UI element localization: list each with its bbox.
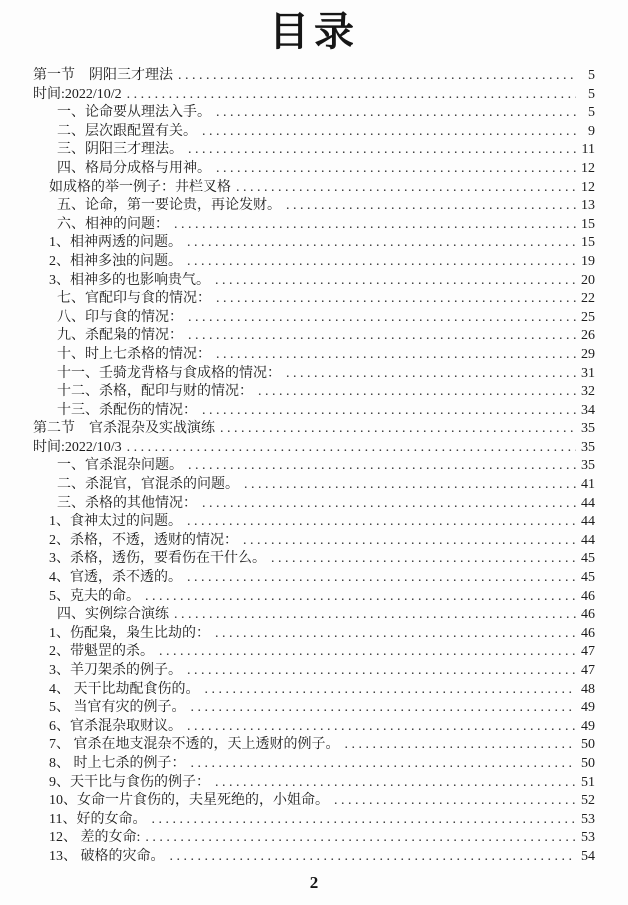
toc-entry-page-number: 34 <box>581 402 595 418</box>
toc-entry-label: 三、杀格的其他情况： <box>57 495 197 511</box>
toc-entry <box>33 231 595 250</box>
toc-entry-label: 九、杀配枭的情况： <box>57 328 183 344</box>
toc-entry-page-number: 11 <box>581 142 595 158</box>
toc-entry-label: 一、官杀混杂问题。 <box>57 458 183 474</box>
toc-entry-label: 十、时上七杀格的情况： <box>57 346 211 362</box>
toc-entry-page-number: 5 <box>588 105 595 121</box>
toc-entry <box>33 343 595 362</box>
dot-leader <box>188 328 576 344</box>
toc-entry-label: 9、天干比与食伤的例子： <box>49 774 210 790</box>
toc-entry-label: 二、杀混官，官混杀的问题。 <box>57 477 239 493</box>
toc-entry-page-number: 48 <box>581 681 595 697</box>
dot-leader <box>216 105 576 121</box>
toc-entry-page-number: 22 <box>581 291 595 307</box>
toc-entry-page-number: 5 <box>588 68 595 83</box>
toc-entry <box>33 120 595 139</box>
toc-entry-label: 7、 官杀在地支混杂不透的，天上透财的例子。 <box>49 737 340 753</box>
toc-entry-page-number: 25 <box>581 309 595 325</box>
toc-entry <box>33 269 595 288</box>
toc-entry <box>33 362 595 381</box>
toc-entry-page-number: 50 <box>581 737 595 753</box>
dot-leader <box>159 644 576 660</box>
toc-entry-label: 1、食神太过的问题。 <box>49 514 182 530</box>
dot-leader <box>271 551 576 567</box>
toc-entry <box>33 436 595 455</box>
toc-entry-label: 6、官杀混杂取财议。 <box>49 718 182 734</box>
toc-entry-page-number: 44 <box>581 514 595 530</box>
toc-entry-page-number: 53 <box>581 830 595 846</box>
toc-entry <box>33 138 595 157</box>
toc-entry <box>33 194 595 213</box>
toc-entry-label: 十二、杀格，配印与财的情况： <box>57 384 253 400</box>
toc-entry <box>33 64 595 83</box>
dot-leader <box>187 514 576 530</box>
toc-entry <box>33 324 595 343</box>
toc-entry-page-number: 53 <box>581 811 595 827</box>
dot-leader <box>188 458 576 474</box>
toc-entry <box>33 733 595 752</box>
toc-entry-page-number: 20 <box>581 272 595 288</box>
dot-leader <box>187 235 576 251</box>
dot-leader <box>178 68 576 84</box>
toc-entry <box>33 808 595 827</box>
toc-entry <box>33 473 595 492</box>
dot-leader <box>187 570 576 586</box>
toc-entry-label: 十一、壬骑龙背格与食成格的情况： <box>57 365 281 381</box>
toc-entry-label: 时间:2022/10/3 <box>33 439 122 455</box>
toc-entry-label: 五、论命，第一要论贵，再论发财。 <box>57 198 281 214</box>
toc-entry-page-number: 44 <box>581 532 595 548</box>
toc-entry-page-number: 47 <box>581 644 595 660</box>
dot-leader <box>151 812 576 828</box>
toc-entry <box>33 771 595 790</box>
toc-entry <box>33 547 595 566</box>
toc-entry <box>33 752 595 771</box>
dot-leader <box>188 310 576 326</box>
toc-entry <box>33 640 595 659</box>
toc-entry-label: 四、实例综合演练 <box>57 607 169 623</box>
footer-page-number: 2 <box>309 873 319 892</box>
toc-entry-label: 2、相神多浊的问题。 <box>49 253 182 269</box>
dot-leader <box>286 366 576 382</box>
toc-entry-page-number: 15 <box>581 235 595 251</box>
toc-entry <box>33 678 595 697</box>
toc-entry-label: 11、好的女命。 <box>49 811 147 827</box>
toc-entry-page-number: 44 <box>581 495 595 511</box>
dot-leader <box>243 533 576 549</box>
toc-entry <box>33 454 595 473</box>
toc-entry-label: 10、女命一片食伤的，夫星死绝的，小姐命。 <box>49 793 329 809</box>
toc-entry-page-number: 46 <box>581 625 595 641</box>
toc-entry-label: 5、 当官有灾的例子。 <box>49 700 186 716</box>
toc-entry-label: 1、相神两透的问题。 <box>49 235 182 251</box>
toc-entry-label: 八、印与食的情况： <box>57 309 183 325</box>
dot-leader <box>345 737 577 753</box>
toc-entry-page-number: 47 <box>581 663 595 678</box>
toc-entry <box>33 306 595 325</box>
dot-leader <box>334 793 576 809</box>
toc-entry-label: 4、官透，杀不透的。 <box>49 570 182 586</box>
toc-entry-page-number: 12 <box>581 160 595 176</box>
dot-leader <box>215 775 576 791</box>
toc-entry-label: 13、 破格的灾命。 <box>49 848 165 864</box>
dot-leader <box>205 682 577 698</box>
toc-entry-page-number: 35 <box>581 439 595 455</box>
toc-entry-page-number: 29 <box>581 346 595 362</box>
toc-entry <box>33 157 595 176</box>
toc-entry-page-number: 49 <box>581 700 595 716</box>
toc-entry <box>33 101 595 120</box>
toc-entry-page-number: 12 <box>581 179 595 195</box>
toc-entry-label: 三、阴阳三才理法。 <box>57 142 183 158</box>
toc-list <box>33 64 595 864</box>
toc-entry-page-number: 49 <box>581 718 595 734</box>
dot-leader <box>127 440 576 456</box>
toc-entry <box>33 213 595 232</box>
toc-entry-page-number: 54 <box>581 848 595 864</box>
toc-entry <box>33 417 595 436</box>
dot-leader <box>258 384 576 400</box>
toc-entry-label: 六、相神的问题： <box>57 216 169 232</box>
dot-leader <box>236 180 576 196</box>
dot-leader <box>216 291 576 307</box>
page-title: 目录 <box>269 9 359 54</box>
toc-entry <box>33 176 595 195</box>
toc-entry-page-number: 50 <box>581 755 595 771</box>
toc-entry-label: 第一节 阴阳三才理法 <box>33 68 173 83</box>
toc-entry-label: 十三、杀配伤的情况： <box>57 402 197 418</box>
toc-entry-label: 时间:2022/10/2 <box>33 86 122 102</box>
dot-leader <box>202 124 576 140</box>
toc-entry-page-number: 9 <box>588 123 595 139</box>
toc-entry-label: 四、格局分成格与用神。 <box>57 160 211 176</box>
toc-entry-label: 4、 天干比劫配食伤的。 <box>49 681 200 697</box>
dot-leader <box>202 496 576 512</box>
toc-entry-label: 如成格的举一例子：井栏叉格 <box>49 179 231 195</box>
dot-leader <box>170 849 577 865</box>
toc-entry-page-number: 35 <box>581 421 595 437</box>
dot-leader <box>174 217 576 233</box>
toc-entry-page-number: 35 <box>581 458 595 474</box>
dot-leader <box>202 403 576 419</box>
toc-entry-label: 一、论命要从理法入手。 <box>57 105 211 121</box>
toc-entry-page-number: 15 <box>581 216 595 232</box>
toc-entry <box>33 380 595 399</box>
toc-entry <box>33 659 595 678</box>
dot-leader <box>187 254 576 270</box>
dot-leader <box>215 626 576 642</box>
toc-entry-page-number: 19 <box>581 253 595 269</box>
toc-entry <box>33 789 595 808</box>
dot-leader <box>215 273 576 289</box>
toc-entry <box>33 83 595 102</box>
toc-entry-page-number: 41 <box>581 477 595 493</box>
dot-leader <box>127 87 576 103</box>
toc-entry <box>33 585 595 604</box>
toc-entry <box>33 826 595 845</box>
dot-leader <box>188 142 576 158</box>
toc-entry-label: 3、杀格，透伤，要看伤在干什么。 <box>49 551 266 567</box>
toc-entry-page-number: 46 <box>581 607 595 623</box>
toc-entry-label: 3、相神多的也影响贵气。 <box>49 272 210 288</box>
dot-leader <box>286 198 576 214</box>
dot-leader <box>145 830 576 846</box>
toc-entry <box>33 603 595 622</box>
toc-entry <box>33 696 595 715</box>
toc-entry-page-number: 13 <box>581 198 595 214</box>
toc-entry-page-number: 45 <box>581 570 595 586</box>
toc-entry <box>33 715 595 734</box>
toc-entry-page-number: 52 <box>581 793 595 809</box>
toc-entry-label: 第二节 官杀混杂及实战演练 <box>33 421 215 437</box>
toc-entry <box>33 566 595 585</box>
toc-entry-page-number: 5 <box>588 86 595 102</box>
dot-leader <box>191 756 577 772</box>
toc-entry-page-number: 45 <box>581 551 595 567</box>
toc-entry-label: 12、 差的女命: <box>49 830 141 846</box>
toc-entry-label: 5、克夫的命。 <box>49 588 140 604</box>
dot-leader <box>174 607 576 623</box>
toc-entry-label: 3、羊刀架杀的例子。 <box>49 663 182 678</box>
toc-entry <box>33 492 595 511</box>
toc-entry <box>33 399 595 418</box>
toc-entry-page-number: 46 <box>581 588 595 604</box>
toc-entry-label: 1、伤配枭，枭生比劫的： <box>49 625 210 641</box>
dot-leader <box>220 421 576 437</box>
toc-entry <box>33 250 595 269</box>
toc-entry-label: 8、 时上七杀的例子： <box>49 755 186 771</box>
toc-entry-label: 七、官配印与食的情况： <box>57 291 211 307</box>
toc-entry <box>33 287 595 306</box>
dot-leader <box>187 663 576 679</box>
dot-leader <box>216 161 576 177</box>
dot-leader <box>191 700 577 716</box>
dot-leader <box>145 589 576 605</box>
toc-entry <box>33 845 595 864</box>
toc-entry <box>33 510 595 529</box>
toc-entry-page-number: 51 <box>581 774 595 790</box>
dot-leader <box>244 477 576 493</box>
toc-entry-label: 二、层次跟配置有关。 <box>57 123 197 139</box>
toc-entry <box>33 529 595 548</box>
toc-entry <box>33 622 595 641</box>
toc-entry-page-number: 31 <box>581 365 595 381</box>
toc-entry-label: 2、杀格，不透，透财的情况： <box>49 532 238 548</box>
dot-leader <box>216 347 576 363</box>
toc-entry-page-number: 32 <box>581 384 595 400</box>
toc-entry-page-number: 26 <box>581 328 595 344</box>
dot-leader <box>187 719 576 735</box>
toc-entry-label: 2、带魁罡的杀。 <box>49 644 154 660</box>
